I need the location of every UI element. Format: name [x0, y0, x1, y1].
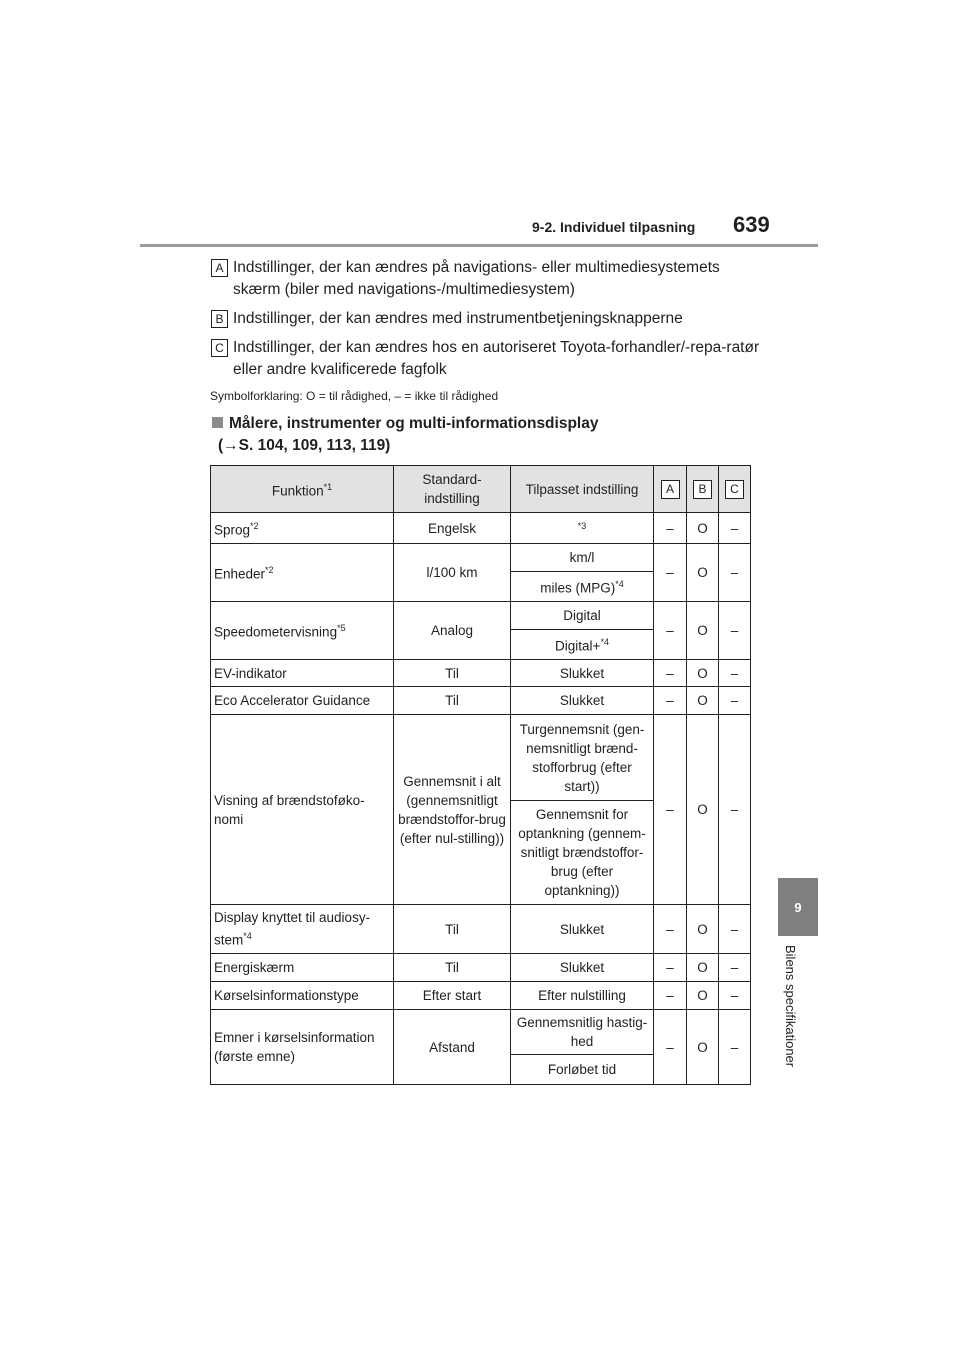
cell-a: – — [654, 513, 687, 544]
cell-default: Til — [394, 954, 511, 982]
legend-key-b: B — [211, 310, 228, 328]
cell-default: Afstand — [394, 1010, 511, 1085]
legend-item-b — [211, 308, 771, 330]
cell-custom: Efter nulstilling — [511, 982, 654, 1010]
square-bullet-icon — [212, 417, 223, 428]
cell-default: Efter start — [394, 982, 511, 1010]
cell-function: EV-indikator — [211, 660, 394, 687]
cell-custom: *3 — [511, 513, 654, 544]
cell-custom: miles (MPG)$^{*4}$ — [511, 572, 654, 602]
cell-c: – — [719, 687, 751, 715]
cell-custom: Forløbet tid — [511, 1055, 654, 1085]
cell-default: Engelsk — [394, 513, 511, 544]
table-row — [211, 715, 751, 801]
cell-a: – — [654, 954, 687, 982]
header-a: A — [654, 466, 687, 513]
table-row — [211, 905, 751, 954]
cell-function: Emner i kørselsinformation (første emne) — [211, 1010, 394, 1085]
cell-default: l/100 km — [394, 544, 511, 602]
cell-c: – — [719, 1010, 751, 1085]
header-default: Standard-indstilling — [394, 466, 511, 513]
cell-custom: Gennemsnit for optankning (gennem-snitligt brændstoffor-brug (efter optankning)) — [511, 801, 654, 905]
table-row — [211, 687, 751, 715]
table-row — [211, 513, 751, 544]
cell-b: O — [687, 513, 719, 544]
cell-function: Kørselsinformationstype — [211, 982, 394, 1010]
cell-c: – — [719, 544, 751, 602]
cell-default: Gennemsnit i alt (gennemsnitligt brændstoffor-brug (efter nul-stilling)) — [394, 715, 511, 905]
header-c: C — [719, 466, 751, 513]
cell-a: – — [654, 1010, 687, 1085]
cell-custom: Digital — [511, 602, 654, 630]
legend-text-b: Indstillinger, der kan ændres med instrumentbetjeningsknapperne — [233, 310, 683, 327]
cell-custom: Gennemsnitlig hastig-hed — [511, 1010, 654, 1055]
cell-custom: Slukket — [511, 905, 654, 954]
legend-item-c — [211, 337, 771, 381]
cell-b: O — [687, 905, 719, 954]
cell-default: Analog — [394, 602, 511, 660]
cell-a: – — [654, 687, 687, 715]
table-row — [211, 982, 751, 1010]
cell-c: – — [719, 513, 751, 544]
cell-custom: Slukket — [511, 687, 654, 715]
legend-key-a: A — [211, 259, 228, 277]
symbol-note: Symbolforklaring: O = til rådighed, – = ikke til rådighed — [210, 389, 499, 403]
cell-a: – — [654, 982, 687, 1010]
cell-b: O — [687, 954, 719, 982]
cell-a: – — [654, 660, 687, 687]
cell-b: O — [687, 1010, 719, 1085]
cell-function: Enheder$^{*2}$ — [211, 544, 394, 602]
chapter-number: 9 — [794, 899, 802, 915]
cell-custom: Slukket — [511, 954, 654, 982]
cell-a: – — [654, 905, 687, 954]
legend-text-a: Indstillinger, der kan ændres på navigations- eller multimediesystemets skærm (biler med navigations-/multimediesystem) — [233, 259, 720, 298]
cell-function: Visning af brændstoføko-nomi — [211, 715, 394, 905]
header-rule — [140, 244, 818, 247]
cell-custom: Slukket — [511, 660, 654, 687]
table-row — [211, 954, 751, 982]
legend-item-a — [211, 257, 771, 301]
cell-b: O — [687, 715, 719, 905]
table-row — [211, 1010, 751, 1055]
table-row — [211, 660, 751, 687]
cell-a: – — [654, 715, 687, 905]
cell-c: – — [719, 982, 751, 1010]
cell-c: – — [719, 660, 751, 687]
cell-c: – — [719, 905, 751, 954]
cell-c: – — [719, 715, 751, 905]
settings-table — [210, 465, 751, 1085]
cell-function: Sprog$^{*2}$ — [211, 513, 394, 544]
chapter-tab — [778, 878, 818, 936]
cell-function: Speedometervisning$^{*5}$ — [211, 602, 394, 660]
table-row — [211, 544, 751, 572]
cell-b: O — [687, 602, 719, 660]
cell-custom: Digital+$^{*4}$ — [511, 630, 654, 660]
cell-function: Energiskærm — [211, 954, 394, 982]
cell-default: Til — [394, 660, 511, 687]
sub-heading-title: Målere, instrumenter og multi-informationsdisplay — [229, 415, 599, 432]
sub-heading — [212, 413, 598, 457]
cell-b: O — [687, 982, 719, 1010]
section-title: 9-2. Individuel tilpasning — [532, 219, 696, 235]
table-row — [211, 602, 751, 630]
cell-function: Display knyttet til audiosy-stem$^{*4}$ — [211, 905, 394, 954]
sub-heading-page-ref: (→S. 104, 109, 113, 119) — [218, 437, 391, 454]
cell-default: Til — [394, 905, 511, 954]
cell-function: Eco Accelerator Guidance — [211, 687, 394, 715]
header-custom: Tilpasset indstilling — [511, 466, 654, 513]
page-number: 639 — [733, 212, 770, 237]
cell-c: – — [719, 602, 751, 660]
legend-key-c: C — [211, 339, 228, 357]
cell-custom: Turgennemsnit (gen-nemsnitligt brænd-stofforbrug (efter start)) — [511, 715, 654, 801]
legend-text-c: Indstillinger, der kan ændres hos en autoriseret Toyota-forhandler/-repa-ratør eller andre kvalificerede fagfolk — [233, 339, 760, 378]
cell-b: O — [687, 660, 719, 687]
header-b: B — [687, 466, 719, 513]
cell-a: – — [654, 544, 687, 602]
cell-b: O — [687, 687, 719, 715]
cell-custom: km/l — [511, 544, 654, 572]
cell-b: O — [687, 544, 719, 602]
cell-default: Til — [394, 687, 511, 715]
cell-a: – — [654, 602, 687, 660]
chapter-label: Bilens specifikationer — [783, 945, 798, 1068]
header-function: Funktion$^{*1}$ — [211, 466, 394, 513]
cell-c: – — [719, 954, 751, 982]
table-header-row — [211, 466, 751, 513]
